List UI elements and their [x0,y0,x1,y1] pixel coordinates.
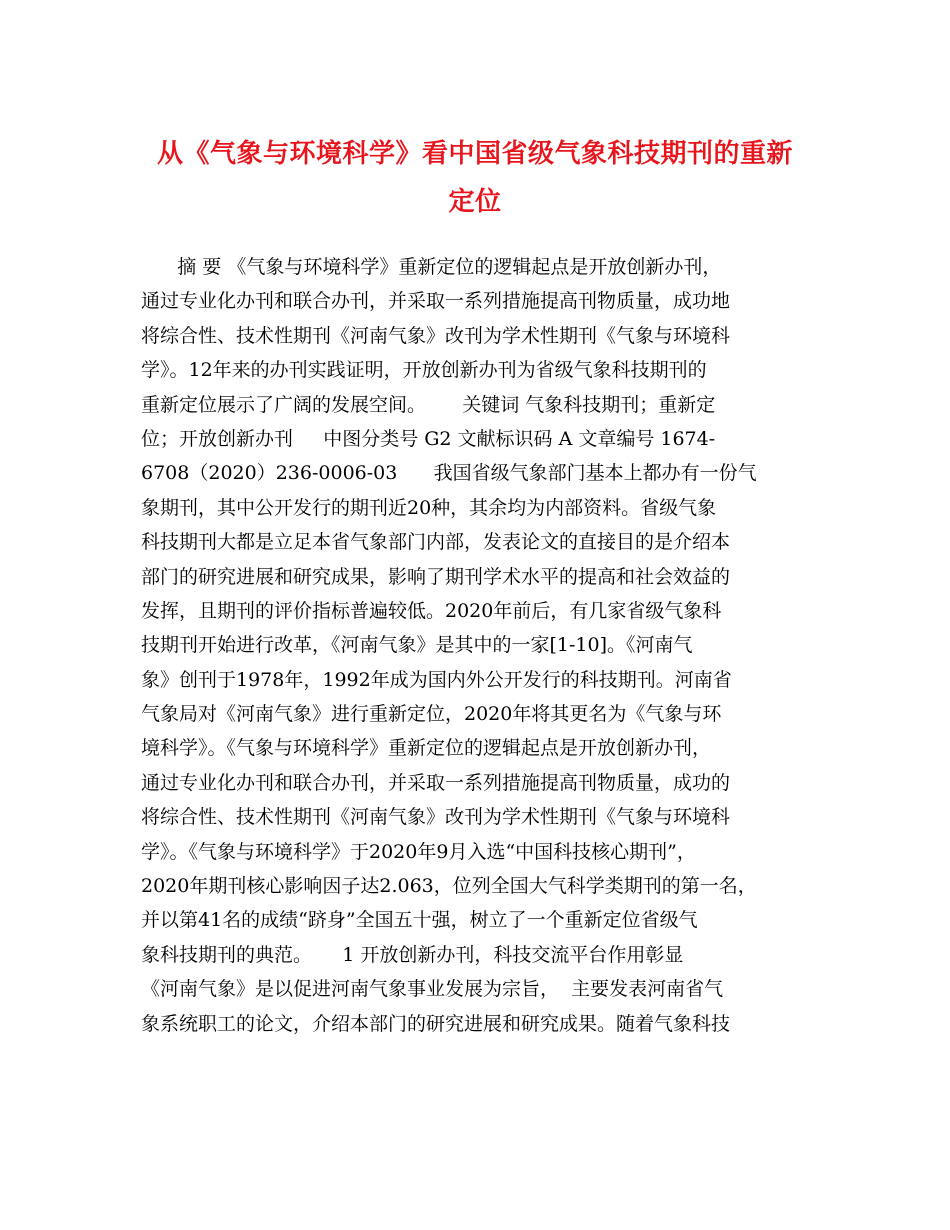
body-line: 部门的研究进展和研究成果，影响了期刊学术水平的提高和社会效益的 [141,565,731,588]
body-line: 象期刊，其中公开发行的期刊近20种，其余均为内部资料。省级气象 [141,496,717,519]
body-line: 象》创刊于1978年，1992年成为国内外公开发行的科技期刊。河南省 [141,668,732,691]
body-line-keywords: 重新定位展示了广阔的发展空间。 关键词 气象科技期刊；重新定 [141,393,716,416]
body-line: 并以第41名的成绩“跻身”全国五十强，树立了一个重新定位省级气 [141,909,698,932]
body-line: 象系统职工的论文，介绍本部门的研究进展和研究成果。随着气象科技 [141,1012,731,1035]
body-line: 境科学》。《气象与环境科学》重新定位的逻辑起点是开放创新办刊， [141,737,712,760]
body-line: 通过专业化办刊和联合办刊，并采取一系列措施提高刊物质量，成功的 [141,771,731,794]
body-line: 学》。12年来的办刊实践证明，开放创新办刊为省级气象科技期刊的 [141,359,707,382]
document-body [141,250,821,1041]
body-line-article-number: 6708（2020）236-0006-03 我国省级气象部门基本上都办有一份气 [141,462,757,485]
body-line: 气象局对《河南气象》进行重新定位，2020年将其更名为《气象与环 [141,703,722,726]
body-line: 《河南气象》是以促进河南气象事业发展为宗旨， 主要发表河南省气 [141,978,724,1001]
body-line: 学》。《气象与环境科学》于2020年9月入选“中国科技核心期刊”， [141,840,696,863]
title-line-1: 从《气象与环境科学》看中国省级气象科技期刊的重新 [156,139,793,169]
body-line: 科技期刊大都是立足本省气象部门内部，发表论文的直接目的是介绍本 [141,531,731,554]
body-line: 2020年期刊核心影响因子达2.063，位列全国大气科学类期刊的第一名， [141,875,757,898]
title-line-2: 定位 [448,187,502,217]
body-line-section-heading: 象科技期刊的典范。 1 开放创新办刊，科技交流平台作用彰显 [141,943,684,966]
body-line-abstract: 摘 要 《气象与环境科学》重新定位的逻辑起点是开放创新办刊， [141,256,722,278]
body-line: 将综合性、技术性期刊《河南气象》改刊为学术性期刊《气象与环境科 [141,324,731,347]
body-line: 发挥，且期刊的评价指标普遍较低。2020年前后，有几家省级气象科 [141,599,722,622]
body-line: 通过专业化办刊和联合办刊，并采取一系列措施提高刊物质量，成功地 [141,290,731,313]
body-line: 技期刊开始进行改革，《河南气象》是其中的一家[1-10]。《河南气 [141,634,693,657]
document-title [120,130,830,226]
body-line: 将综合性、技术性期刊《河南气象》改刊为学术性期刊《气象与环境科 [141,806,731,829]
body-line-classification: 位；开放创新办刊 中图分类号 G2 文献标识码 A 文章编号 1674- [141,427,716,450]
